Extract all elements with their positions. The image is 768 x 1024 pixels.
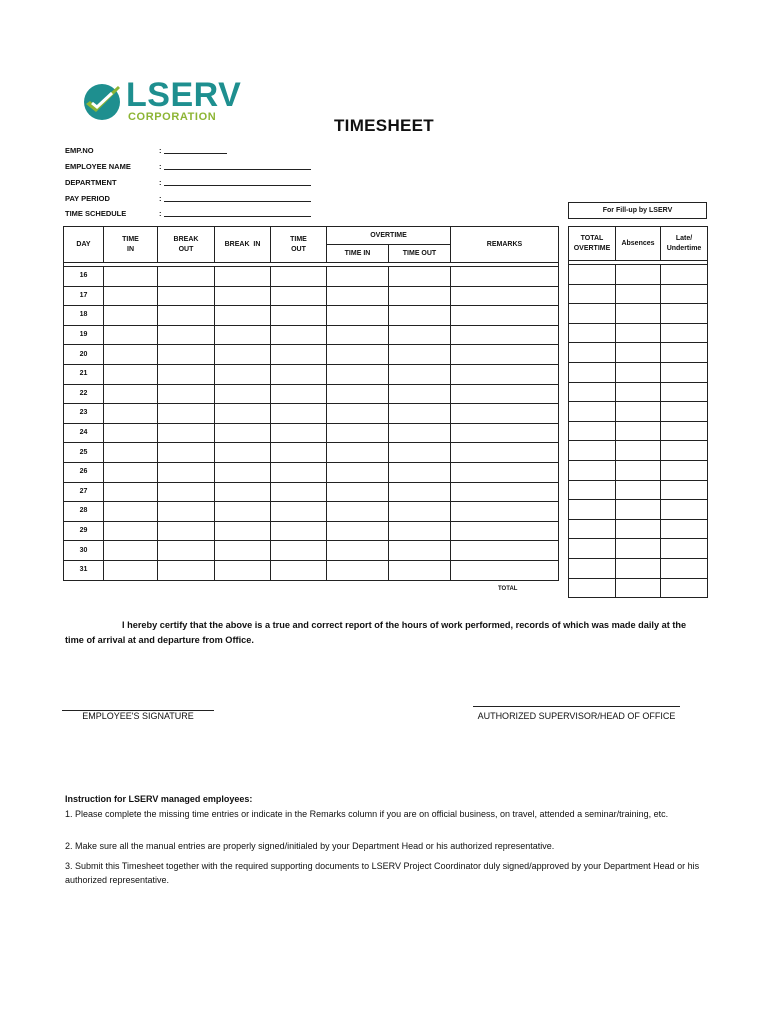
break-out-cell[interactable]: [158, 384, 215, 404]
total-overtime-cell[interactable]: [569, 284, 616, 304]
table-row: [569, 558, 708, 578]
table-row: [64, 482, 559, 502]
ot-time-out-cell[interactable]: [389, 443, 451, 463]
break-out-cell[interactable]: [158, 286, 215, 306]
table-row: [64, 541, 559, 561]
emp-no-label: EMP.NO: [65, 146, 94, 155]
instruction-item: 1. Please complete the missing time entries or indicate in the Remarks column if you are on official business, on travel, attended a seminar/training, etc.: [65, 809, 669, 819]
break-out-cell[interactable]: [158, 462, 215, 482]
ot-time-in-cell[interactable]: [327, 502, 389, 522]
col-header-remarks: REMARKS: [451, 227, 559, 263]
certification-text: I hereby certify that the above is a true and correct report of the hours of work performed, records of which was made daily at the time of arrival at and departure from Office.: [65, 620, 687, 645]
timesheet-table: [63, 226, 559, 581]
late-undertime-cell[interactable]: [661, 480, 708, 500]
break-in-cell[interactable]: [215, 482, 271, 502]
time-in-cell[interactable]: [104, 404, 158, 424]
absences-cell[interactable]: [616, 362, 661, 382]
table-row: [569, 284, 708, 304]
absences-cell[interactable]: [616, 558, 661, 578]
day-cell: 16: [64, 267, 104, 287]
break-in-cell[interactable]: [215, 423, 271, 443]
break-in-cell[interactable]: [215, 267, 271, 287]
table-row: [569, 362, 708, 382]
total-overtime-cell[interactable]: [569, 421, 616, 441]
emp-no-field[interactable]: [164, 153, 227, 154]
ot-time-out-cell[interactable]: [389, 502, 451, 522]
late-undertime-cell[interactable]: [661, 558, 708, 578]
logo-wordmark: LSERV: [126, 76, 242, 114]
ot-time-in-cell[interactable]: [327, 462, 389, 482]
time-out-cell[interactable]: [271, 423, 327, 443]
table-row: [64, 306, 559, 326]
day-cell: 20: [64, 345, 104, 365]
remarks-cell[interactable]: [451, 267, 559, 287]
table-row: [64, 521, 559, 541]
ot-time-in-cell[interactable]: [327, 286, 389, 306]
ot-time-in-cell[interactable]: [327, 521, 389, 541]
table-row: [569, 323, 708, 343]
instruction-item: 2. Make sure all the manual entries are properly signed/initialed by your Department Head or his authorized representative.: [65, 841, 555, 851]
day-cell: 28: [64, 502, 104, 522]
time-in-cell[interactable]: [104, 482, 158, 502]
absences-cell[interactable]: [616, 539, 661, 559]
total-overtime-cell[interactable]: [569, 480, 616, 500]
col-header-overtime: OVERTIME: [327, 227, 451, 245]
time-out-cell[interactable]: [271, 404, 327, 424]
day-cell: 31: [64, 560, 104, 580]
time-in-cell[interactable]: [104, 325, 158, 345]
col-header-day: DAY: [64, 227, 104, 263]
time-in-cell[interactable]: [104, 345, 158, 365]
break-out-cell[interactable]: [158, 502, 215, 522]
absences-cell[interactable]: [616, 323, 661, 343]
total-overtime-cell[interactable]: [569, 519, 616, 539]
time-in-cell[interactable]: [104, 267, 158, 287]
time-schedule-field[interactable]: [164, 216, 311, 217]
total-overtime-cell[interactable]: [569, 323, 616, 343]
time-in-cell[interactable]: [104, 443, 158, 463]
time-in-cell[interactable]: [104, 306, 158, 326]
time-in-cell[interactable]: [104, 560, 158, 580]
remarks-cell[interactable]: [451, 364, 559, 384]
break-in-cell[interactable]: [215, 521, 271, 541]
late-undertime-cell[interactable]: [661, 362, 708, 382]
late-undertime-cell[interactable]: [661, 265, 708, 285]
table-row: [64, 384, 559, 404]
table-row: [64, 267, 559, 287]
table-row: [569, 539, 708, 559]
break-out-cell[interactable]: [158, 267, 215, 287]
ot-time-in-cell[interactable]: [327, 345, 389, 365]
time-in-cell[interactable]: [104, 384, 158, 404]
col-header-time-out: TIME OUT: [271, 227, 327, 263]
document-title: TIMESHEET: [334, 116, 434, 135]
total-overtime-cell[interactable]: [569, 343, 616, 363]
break-out-cell[interactable]: [158, 541, 215, 561]
table-row: [569, 480, 708, 500]
remarks-cell[interactable]: [451, 345, 559, 365]
break-in-cell[interactable]: [215, 364, 271, 384]
ot-time-out-cell[interactable]: [389, 306, 451, 326]
absences-cell[interactable]: [616, 480, 661, 500]
total-overtime-cell[interactable]: [569, 265, 616, 285]
remarks-cell[interactable]: [451, 286, 559, 306]
time-out-cell[interactable]: [271, 345, 327, 365]
ot-time-out-cell[interactable]: [389, 384, 451, 404]
ot-time-in-cell[interactable]: [327, 306, 389, 326]
time-out-cell[interactable]: [271, 521, 327, 541]
day-cell: 22: [64, 384, 104, 404]
ot-time-out-cell[interactable]: [389, 541, 451, 561]
ot-time-out-cell[interactable]: [389, 404, 451, 424]
late-undertime-cell[interactable]: [661, 519, 708, 539]
time-out-cell[interactable]: [271, 306, 327, 326]
department-colon: :: [159, 178, 162, 187]
absences-cell[interactable]: [616, 343, 661, 363]
remarks-cell[interactable]: [451, 423, 559, 443]
time-out-cell[interactable]: [271, 541, 327, 561]
instruction-item: 3. Submit this Timesheet together with the required supporting documents to LSERV Project Coordinator duly signed/approved by your Department Head or his authorized representative.: [65, 861, 700, 885]
day-cell: 29: [64, 521, 104, 541]
remarks-cell[interactable]: [451, 560, 559, 580]
table-row: [569, 402, 708, 422]
ot-time-in-cell[interactable]: [327, 423, 389, 443]
late-undertime-cell[interactable]: [661, 402, 708, 422]
ot-time-in-cell[interactable]: [327, 404, 389, 424]
ot-time-in-cell[interactable]: [327, 364, 389, 384]
ot-time-in-cell[interactable]: [327, 384, 389, 404]
remarks-cell[interactable]: [451, 325, 559, 345]
late-undertime-cell[interactable]: [661, 284, 708, 304]
ot-time-in-cell[interactable]: [327, 325, 389, 345]
time-in-cell[interactable]: [104, 502, 158, 522]
day-cell: 30: [64, 541, 104, 561]
absences-cell[interactable]: [616, 265, 661, 285]
table-row: [569, 304, 708, 324]
remarks-cell[interactable]: [451, 521, 559, 541]
table-row: [569, 500, 708, 520]
col-header-ot-time-in: TIME IN: [327, 245, 389, 263]
col-header-break-out: BREAK OUT: [158, 227, 215, 263]
day-cell: 25: [64, 443, 104, 463]
ot-time-in-cell[interactable]: [327, 482, 389, 502]
table-row: [569, 441, 708, 461]
late-undertime-cell[interactable]: [661, 323, 708, 343]
pay-period-label: PAY PERIOD: [65, 194, 110, 203]
time-schedule-label: TIME SCHEDULE: [65, 209, 127, 218]
department-field[interactable]: [164, 185, 311, 186]
break-in-cell[interactable]: [215, 384, 271, 404]
day-cell: 26: [64, 462, 104, 482]
col-header-break-in: BREAK IN: [215, 227, 271, 263]
employee-name-colon: :: [159, 162, 162, 171]
break-in-cell[interactable]: [215, 404, 271, 424]
break-out-cell[interactable]: [158, 404, 215, 424]
ot-time-out-cell[interactable]: [389, 423, 451, 443]
break-in-cell[interactable]: [215, 502, 271, 522]
supervisor-signature-line[interactable]: [473, 706, 680, 707]
late-undertime-cell[interactable]: [661, 460, 708, 480]
absences-cell[interactable]: [616, 519, 661, 539]
total-overtime-cell[interactable]: [569, 402, 616, 422]
remarks-cell[interactable]: [451, 443, 559, 463]
time-out-cell[interactable]: [271, 384, 327, 404]
time-out-cell[interactable]: [271, 364, 327, 384]
break-out-cell[interactable]: [158, 560, 215, 580]
ot-time-out-cell[interactable]: [389, 267, 451, 287]
table-row: [64, 462, 559, 482]
time-in-cell[interactable]: [104, 462, 158, 482]
ot-time-out-cell[interactable]: [389, 364, 451, 384]
remarks-cell[interactable]: [451, 541, 559, 561]
total-overtime-cell[interactable]: [569, 558, 616, 578]
total-overtime-cell[interactable]: [569, 362, 616, 382]
break-in-cell[interactable]: [215, 443, 271, 463]
total-overtime-cell[interactable]: [569, 539, 616, 559]
table-row: [569, 421, 708, 441]
emp-no-colon: :: [159, 146, 162, 155]
time-out-cell[interactable]: [271, 443, 327, 463]
ot-time-in-cell[interactable]: [327, 541, 389, 561]
total-overtime-cell[interactable]: [569, 441, 616, 461]
remarks-cell[interactable]: [451, 502, 559, 522]
time-out-cell[interactable]: [271, 325, 327, 345]
department-label: DEPARTMENT: [65, 178, 117, 187]
late-undertime-cell[interactable]: [661, 382, 708, 402]
late-undertime-cell[interactable]: [661, 441, 708, 461]
break-in-cell[interactable]: [215, 541, 271, 561]
lserv-summary-table: [568, 226, 708, 598]
table-row: [64, 502, 559, 522]
day-cell: 27: [64, 482, 104, 502]
table-row: [569, 382, 708, 402]
day-cell: 23: [64, 404, 104, 424]
time-in-cell[interactable]: [104, 423, 158, 443]
day-cell: 17: [64, 286, 104, 306]
time-in-cell[interactable]: [104, 364, 158, 384]
time-out-cell[interactable]: [271, 286, 327, 306]
break-out-cell[interactable]: [158, 423, 215, 443]
total-overtime-sum[interactable]: [569, 578, 616, 597]
total-overtime-cell[interactable]: [569, 382, 616, 402]
absences-cell[interactable]: [616, 500, 661, 520]
break-out-cell[interactable]: [158, 364, 215, 384]
pay-period-colon: :: [159, 194, 162, 203]
break-in-cell[interactable]: [215, 345, 271, 365]
total-overtime-cell[interactable]: [569, 304, 616, 324]
col-header-absences: Absences: [616, 227, 661, 261]
ot-time-in-cell[interactable]: [327, 443, 389, 463]
ot-time-out-cell[interactable]: [389, 325, 451, 345]
break-out-cell[interactable]: [158, 306, 215, 326]
remarks-cell[interactable]: [451, 384, 559, 404]
break-out-cell[interactable]: [158, 443, 215, 463]
day-cell: 21: [64, 364, 104, 384]
total-overtime-cell[interactable]: [569, 500, 616, 520]
table-row: [64, 443, 559, 463]
late-undertime-cell[interactable]: [661, 304, 708, 324]
lserv-fillup-box: For Fill-up by LSERV: [568, 202, 707, 219]
table-row: [569, 460, 708, 480]
break-out-cell[interactable]: [158, 325, 215, 345]
col-header-time-in: TIME IN: [104, 227, 158, 263]
pay-period-field[interactable]: [164, 201, 311, 202]
time-out-cell[interactable]: [271, 502, 327, 522]
break-in-cell[interactable]: [215, 325, 271, 345]
absences-cell[interactable]: [616, 382, 661, 402]
col-header-total-overtime: TOTAL OVERTIME: [569, 227, 616, 261]
total-row: [569, 578, 708, 597]
break-in-cell[interactable]: [215, 286, 271, 306]
time-in-cell[interactable]: [104, 286, 158, 306]
late-undertime-sum[interactable]: [661, 578, 708, 597]
day-cell: 19: [64, 325, 104, 345]
break-out-cell[interactable]: [158, 345, 215, 365]
col-header-ot-time-out: TIME OUT: [389, 245, 451, 263]
late-undertime-cell[interactable]: [661, 539, 708, 559]
remarks-cell[interactable]: [451, 306, 559, 326]
day-cell: 18: [64, 306, 104, 326]
remarks-cell[interactable]: [451, 462, 559, 482]
time-in-cell[interactable]: [104, 541, 158, 561]
late-undertime-cell[interactable]: [661, 421, 708, 441]
absences-cell[interactable]: [616, 441, 661, 461]
absences-cell[interactable]: [616, 460, 661, 480]
time-in-cell[interactable]: [104, 521, 158, 541]
time-out-cell[interactable]: [271, 560, 327, 580]
ot-time-out-cell[interactable]: [389, 286, 451, 306]
table-row: [569, 519, 708, 539]
ot-time-out-cell[interactable]: [389, 521, 451, 541]
table-row: [64, 325, 559, 345]
remarks-cell[interactable]: [451, 482, 559, 502]
ot-time-out-cell[interactable]: [389, 462, 451, 482]
time-schedule-colon: :: [159, 209, 162, 218]
total-overtime-cell[interactable]: [569, 460, 616, 480]
time-out-cell[interactable]: [271, 482, 327, 502]
table-row: [569, 343, 708, 363]
late-undertime-cell[interactable]: [661, 500, 708, 520]
employee-name-field[interactable]: [164, 169, 311, 170]
absences-cell[interactable]: [616, 304, 661, 324]
break-out-cell[interactable]: [158, 521, 215, 541]
break-in-cell[interactable]: [215, 306, 271, 326]
ot-time-out-cell[interactable]: [389, 560, 451, 580]
break-out-cell[interactable]: [158, 482, 215, 502]
table-row: [569, 265, 708, 285]
employee-name-label: EMPLOYEE NAME: [65, 162, 131, 171]
total-label: TOTAL: [498, 586, 518, 592]
absences-cell[interactable]: [616, 402, 661, 422]
table-row: [64, 423, 559, 443]
col-header-late-undertime: Late/ Undertime: [661, 227, 708, 261]
ot-time-in-cell[interactable]: [327, 560, 389, 580]
logo-subtitle: CORPORATION: [128, 111, 217, 123]
time-out-cell[interactable]: [271, 462, 327, 482]
late-undertime-cell[interactable]: [661, 343, 708, 363]
supervisor-signature-label: AUTHORIZED SUPERVISOR/HEAD OF OFFICE: [477, 711, 676, 721]
table-row: [64, 286, 559, 306]
absences-cell[interactable]: [616, 421, 661, 441]
ot-time-in-cell[interactable]: [327, 267, 389, 287]
employee-signature-label: EMPLOYEE'S SIGNATURE: [82, 711, 194, 721]
ot-time-out-cell[interactable]: [389, 482, 451, 502]
time-out-cell[interactable]: [271, 267, 327, 287]
day-cell: 24: [64, 423, 104, 443]
table-row: [64, 404, 559, 424]
table-row: [64, 364, 559, 384]
absences-cell[interactable]: [616, 284, 661, 304]
table-row: [64, 345, 559, 365]
table-row: [64, 560, 559, 580]
absences-sum[interactable]: [616, 578, 661, 597]
break-in-cell[interactable]: [215, 560, 271, 580]
remarks-cell[interactable]: [451, 404, 559, 424]
ot-time-out-cell[interactable]: [389, 345, 451, 365]
instructions-title: Instruction for LSERV managed employees:: [65, 794, 253, 804]
break-in-cell[interactable]: [215, 462, 271, 482]
